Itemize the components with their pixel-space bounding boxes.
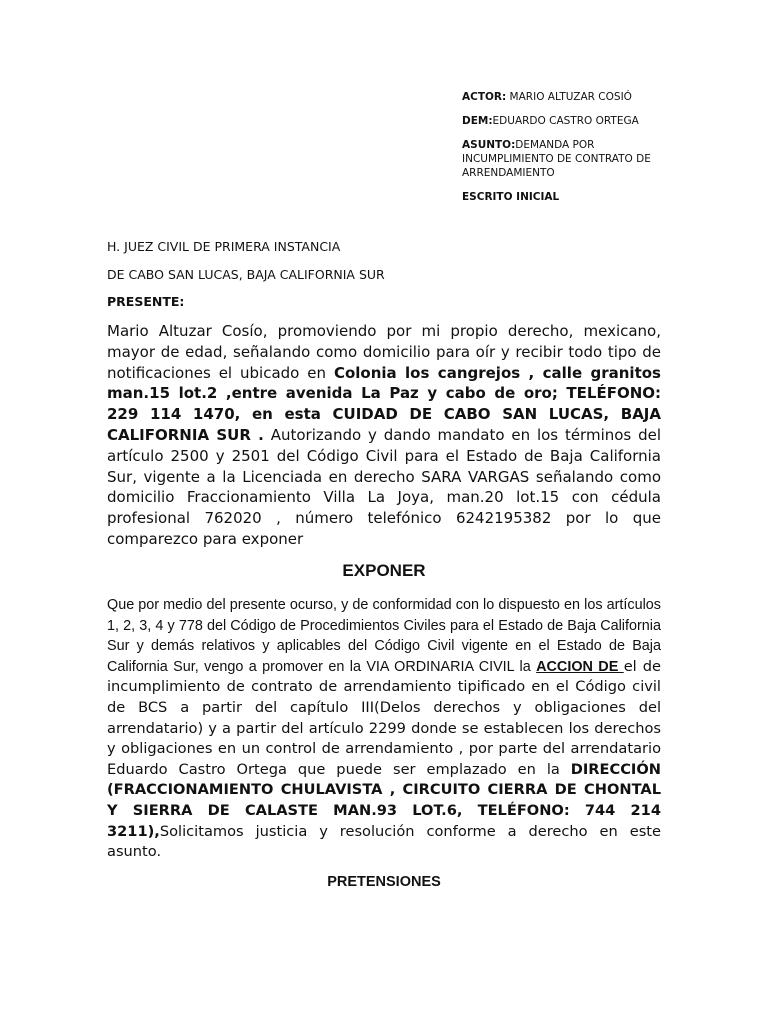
- exponer-address-bold: DIRECCIÓN (FRACCIONAMIENTO CHULAVISTA , CIRCUITO CIERRA DE CHONTAL Y SIERRA DE CALASTE MAN.93 LOT.6, TELÉFONO: 744 214 3211),: [107, 760, 661, 840]
- actor-label: ACTOR:: [462, 91, 507, 103]
- exponer-text-3: Solicitamos justicia y resolución conforme a derecho en este asunto.: [107, 822, 661, 861]
- exponer-text-2: el de incumplimiento de contrato de arrendamiento tipificado en el Código civil de BCS a partir del capítulo III(Delos derechos y obligaciones del arrendatario) y a partir del artículo 2299 donde se establecen los derechos y obligaciones en un control de arrendamiento , por parte del arrendatario Eduardo Castro Ortega que puede ser emplazado en la: [107, 657, 661, 778]
- escrito-inicial: ESCRITO INICIAL: [462, 191, 560, 203]
- intro-address-bold: Colonia los cangrejos , calle granitos man.15 lot.2 ,entre avenida La Paz y cabo de oro; TELÉFONO: 229 114 1470, en esta CUIDAD DE CABO SAN LUCAS, BAJA CALIFORNIA SUR .: [107, 363, 661, 444]
- heading-exponer: EXPONER: [342, 561, 426, 580]
- asunto-text: DEMANDA POR INCUMPLIMIENTO DE CONTRATO DE ARRENDAMIENTO: [462, 139, 651, 179]
- actor-name: MARIO ALTUZAR COSIÓ: [506, 91, 632, 103]
- addressee-line-1: H. JUEZ CIVIL DE PRIMERA INSTANCIA: [107, 239, 341, 254]
- intro-text-1: Mario Altuzar Cosío, promoviendo por mi propio derecho, mexicano, mayor de edad, señalando como domicilio para oír y recibir todo tipo de notificaciones el ubicado en: [107, 322, 661, 382]
- dem-name: EDUARDO CASTRO ORTEGA: [492, 115, 639, 127]
- asunto-line: [462, 138, 652, 180]
- dem-line: [462, 114, 662, 128]
- intro-text-2: Autorizando y dando mandato en los términos del artículo 2500 y 2501 del Código Civil para el Estado de Baja California Sur, vigente a la Licenciada en derecho SARA VARGAS señalando como domicilio Fraccionamiento Villa La Joya, man.20 lot.15 con cédula profesional 762020 , número telefónico 6242195382 por lo que comparezco para exponer: [107, 425, 661, 548]
- intro-paragraph: [107, 321, 661, 550]
- accion-de-underlined: ACCION DE: [536, 658, 624, 675]
- actor-line: [462, 90, 662, 104]
- presente-label: PRESENTE:: [107, 294, 185, 309]
- exponer-paragraph: [107, 595, 661, 863]
- addressee-line-2: DE CABO SAN LUCAS, BAJA CALIFORNIA SUR: [107, 267, 385, 282]
- exponer-text-1: Que por medio del presente ocurso, y de conformidad con lo dispuesto en los artículos 1, 2, 3, 4 y 778 del Código de Procedimientos Civiles para el Estado de Baja California Sur y demás relativos y aplicables del Código Civil vigente en el Estado de Baja California Sur, vengo a promover en la VIA ORDINARIA CIVIL la: [107, 597, 661, 675]
- dem-label: DEM:: [462, 115, 493, 127]
- asunto-label: ASUNTO:: [462, 139, 516, 151]
- heading-pretensiones: PRETENSIONES: [327, 874, 441, 890]
